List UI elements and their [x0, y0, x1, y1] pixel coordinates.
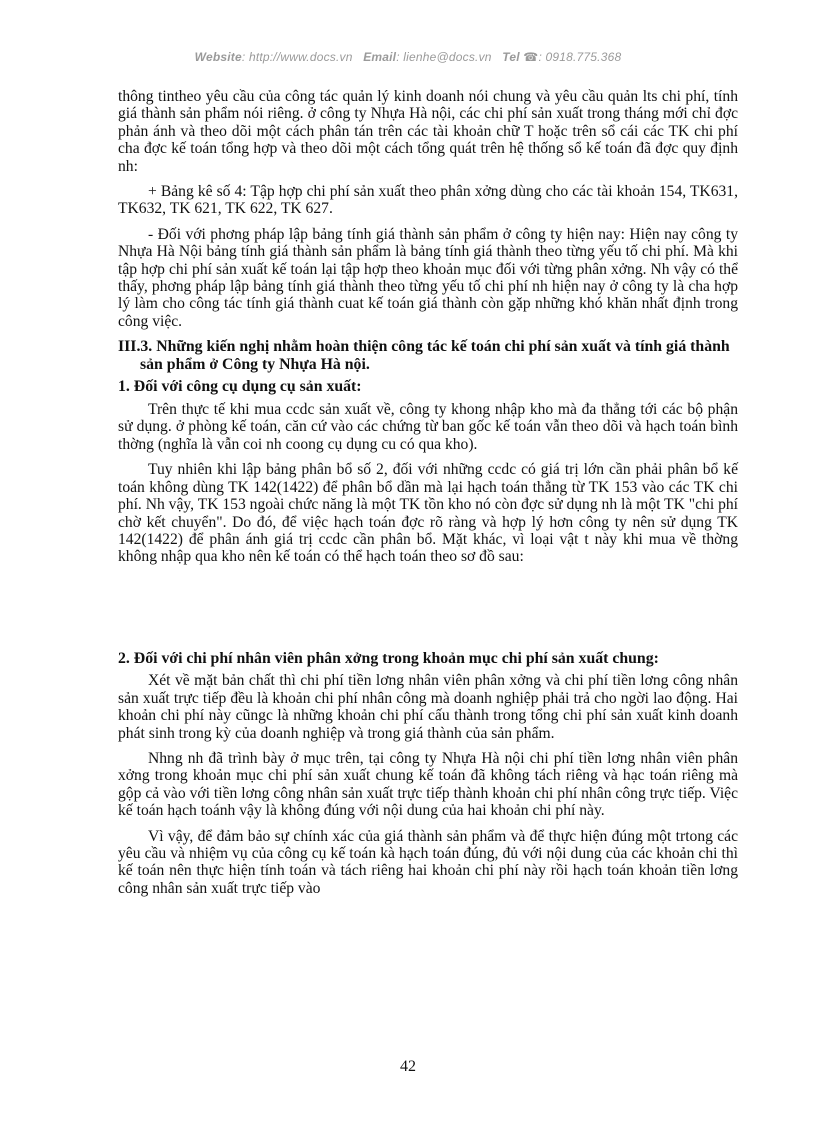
paragraph-1: thông tintheo yêu cầu của công tác quản lý kinh doanh nói chung và yêu cầu quản lts chi phí, tính giá thành sản phẩm nói riêng. ở công ty Nhựa Hà nội, các chi phí sản xuất trong tháng mới chỉ đợc phản ánh và theo dõi một cách phân tán trên các tài khoản chữ T hoặc trên sổ cái các TK chi phí cha đợc kế toán tổng hợp và theo dõi một cách tổng quát trên hệ thống sổ kế toán đã đợc quy định nh: [118, 88, 738, 175]
page-header [0, 50, 816, 64]
website-label: Website [194, 50, 242, 64]
paragraph-7: Nhng nh đã trình bày ở mục trên, tại công ty Nhựa Hà nội chi phí tiền lơng nhân viên phân xởng trong khoản mục chi phí sản xuất chung kế toán đã không tách riêng và hạc toán riêng mà gộp cả vào với tiền lơng công nhân sản xuất trực tiếp thành khoản chi phí nhân công trực tiếp. Việc kế toán hạch toánh vậy là không đúng với nội dung của hai khoản chi phí này. [118, 749, 738, 820]
paragraph-3: - Đối với phơng pháp lập bảng tính giá thành sản phẩm ở công ty hiện nay: Hiện nay công ty Nhựa Hà Nội bảng tính giá thành sản phẩm là bảng tính giá thành theo từng yếu tố chi phí. Mà khi tập hợp chi phí sản xuất kế toán lại tập hợp theo khoản mục đối với từng phân xởng. Nh vậy có thể thấy, phơng pháp lập bảng tính giá thành theo từng yếu tố chi phí nh hiện nay ở công ty là cha hợp lý làm cho công tác tính giá thành cuat kế toán giá thành còn gặp những khó khăn nhất định trong công việc. [118, 225, 738, 330]
paragraph-8: Vì vậy, để đảm bảo sự chính xác của giá thành sản phẩm và để thực hiện đúng một trtong các yêu cầu và nhiệm vụ của công cụ kế toán kà hạch toán đúng, đủ với nội dung của các khoản chi thì kế toán nên thực hiện tính toán và tách riêng hai khoản chi phí này rồi hạch toán khoản tiền lơng công nhân sản xuất trực tiếp vào [118, 827, 738, 897]
diagram-placeholder [118, 574, 738, 650]
email-label: Email [363, 50, 397, 64]
paragraph-4: Trên thực tế khi mua ccdc sản xuất về, công ty khong nhập kho mà đa thẳng tới các bộ phận sử dụng. ở phòng kế toán, căn cứ vào các chứng từ ban gốc kế toán vẫn theo dõi và hạch toán bình thờng (nghĩa là vẫn coi nh coong cụ dụng cu có qua kho). [118, 401, 738, 453]
page-number: 42 [400, 1058, 416, 1075]
section-heading-1: 1. Đối với công cụ dụng cụ sản xuất: [118, 378, 362, 396]
paragraph-5: Tuy nhiên khi lập bảng phân bổ số 2, đối với những ccdc có giá trị lớn cần phải phân bổ kế toán không dùng TK 142(1422) để phân bổ dần mà lại hạch toán thẳng từ TK 153 vào các TK chi phí. Nh vậy, TK 153 ngoài chức năng là một TK tồn kho nó còn đợc sử dụng nh là một TK "chi phí chờ kết chuyển". Do đó, để việc hạch toán đợc rõ ràng và hợp lý hơn công ty nên sử dụng TK 142(1422) để phân ánh giá trị ccdc cần phân bổ. Mặt khác, vì loại vật t này khi mua về thờng không nhập qua kho nên kế toán có thể hạch toán theo sơ đồ sau: [118, 461, 738, 566]
website-value[interactable]: : http://www.docs.vn [241, 50, 353, 64]
tel-value: : 0918.775.368 [538, 50, 622, 64]
paragraph-2: + Bảng kê số 4: Tập hợp chi phí sản xuất theo phân xởng dùng cho các tài khoản 154, TK631, TK632, TK 621, TK 622, TK 627. [118, 183, 738, 218]
email-value[interactable]: : lienhe@docs.vn [396, 50, 492, 64]
document-body [118, 88, 738, 905]
paragraph-6: Xét về mặt bản chất thì chi phí tiền lơng nhân viên phân xởng và chi phí tiền lơng công nhân sản xuất trực tiếp đều là khoản chi phí nhân công mà doanh nghiệp phải trả cho ngời lao động. Hai khoản chi phí này cũngc là những khoản chi phí cấu thành trong tổng chi phí sản xuất kinh doanh phát sinh trong kỳ của doanh nghiệp và trong giá thành của sản phẩm. [118, 672, 738, 742]
section-heading-iii3: III.3. Những kiến nghị nhằm hoàn thiện công tác kế toán chi phí sản xuất và tính giá thành sản phẩm ở Công ty Nhựa Hà nội. [118, 338, 730, 373]
tel-label: Tel ☎ [502, 50, 539, 64]
section-heading-2: 2. Đối với chi phí nhân viên phân xởng trong khoản mục chi phí sản xuất chung: [118, 649, 659, 667]
